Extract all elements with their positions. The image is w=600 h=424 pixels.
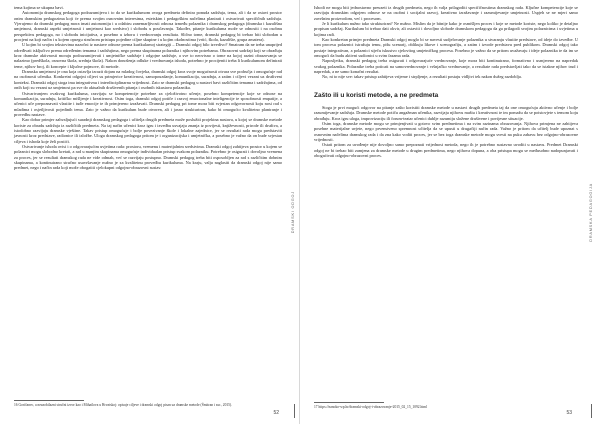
side-marker <box>591 404 592 418</box>
footnote: 16 Goričanec, a nezaobilazni stručni izvor kao i Mihailova u Hrvatskoj: opisuje ciljeve i dramski odgoj pisan uz dramske metode (Šmitran i sur., 2015). <box>14 403 233 407</box>
paragraph: Kao konkretan primjer predmeta Dramski odgoj moglo bi se navesti sudjelovanje polaznika u stvaranju vlastite predstave, od ideje do izvedbe. U tom procesu polaznici istražuju temu, pišu scenarij, oblikuju likove i scenografiju, a zatim i izvode predstavu pred publikom. Dramski odgoj tako postaje integrativan, a polaznici stječu iskustvo cjelovitog umjetničkog procesa. Posebno je važno da se pritom uvažavaju i ideje polaznika te da im se omogući da budu aktivni sudionici u svim fazama rada. <box>314 37 578 59</box>
page-number: 52 <box>273 410 279 416</box>
paragraph: Dramska umjetnost je ona koja ostavlja izrazit dojam na mladog čovjeka, dramski odgoj kroz svoje mogućnosti otvara sve područja i omogućuje rad na osobnosti učenika. Konkretni odgojni ciljevi su primjerice kreativnost, samopouzdanje, komunikacija, suradnja, a zatim i ciljevi vezani uz društveni kontekst. Dramski odgoj stoga ima integrativnu i interdisciplinarnu vrijednost. Zato se dramski pedagog u nastavi bavi različitim temama i sadržajima, od onih koji su vezani uz umjetnost pa sve do aktualnih društvenih pitanja i osobnih iskustava polaznika. <box>14 69 282 91</box>
right-body-text-continued <box>314 105 578 158</box>
side-running-label: DRAMSKA PEDAGOGIJA <box>589 182 593 242</box>
side-running-label: DRAMSKI ODGOJ <box>291 190 295 234</box>
page-number: 53 <box>566 410 572 416</box>
paragraph: Ostati pritom za uvođenje nije dovoljno samo prepoznati vrijednost metoda, nego ih je potrebno sustavno uvoditi u nastavu. Predmet Dramski odgoj ne bi trebao biti zamjena za dramske metode u drugim predmetima, nego njihova dopuna, a oba pristupa mogu se međusobno nadopunjavati i obogaćivati odgojno-obrazovni proces. <box>314 142 578 158</box>
paragraph: Stoga je prvi mogući odgovor na pitanje zašto koristiti dramske metode u nastavi drugih predmeta taj da one omogućuju aktivno učenje i bolje razumijevanje sadržaja. Dramske metode potiču angažman učenika, razvijaju njihovu maštu i kreativnost te im pomažu da se poistovjete s temom koju obrađuju. Kroz igru uloga, improvizaciju ili forum-teatar učenici dublje razumiju složene društvene i povijesne situacije. <box>314 104 578 121</box>
paragraph: tema kojima se ukupna bavi. <box>14 5 64 10</box>
paragraph: Ostvarivanjem ovakvog kurikuluma, razvijaju se kompetencije potrebne za cjeloživotno učenje, posebno kompetencije koje se odnose na komunikaciju, suradnju, kritičko mišljenje i kreativnost. Osim toga, dramski odgoj potiče i razvoj emocionalne inteligencije te sposobnosti empatije, a učenici uče prepoznavati vlastite i tuđe emocije te ih primjereno izražavati. Dramski pedagog pri tome mora biti svjestan odgovornosti koju nosi rad s mladima i osjetljivosti pojedinih tema. Zato je važno da kurikulum bude otvoren, ali i jasno strukturiran, kako bi omogućio kvalitetno planiranje i provedbu nastave. <box>14 90 282 117</box>
left-body-text <box>14 5 282 171</box>
side-marker <box>294 404 295 418</box>
paragraph: No, ni to nije sve: takav pristup zahtijeva vrijeme i strpljenje, a rezultati postaju vidljivi tek nakon dužeg razdoblja. <box>322 74 522 80</box>
section-heading: Zašto ili u koristi metode, a ne predmeta <box>314 91 439 99</box>
paragraph: Ostvarivanje ishoda ovisi i o odgovarajućim uvjetima rada: prostoru, vremenu i materijalnim sredstvima. Dramski odgoj zahtijeva prostor u kojem se polaznici mogu slobodno kretati, a rad u manjim skupinama omogućuje individualan pristup svakom polazniku. Potrebno je osigurati i dovoljno vremena za proces, jer se rezultati dramskog rada ne vide odmah, već se razvijaju postupno. Dramski pedagog treba biti osposobljen za rad s različitim dobnim skupinama, a kontinuirano stručno usavršavanje nužno je za kvalitetnu provedbu kurikuluma. Na kraju, valja naglasiti da dramski odgoj nije samo predmet, nego i način rada koji može obogatiti cjelokupni odgojno-obrazovni sustav. <box>14 143 282 171</box>
paragraph: Osim toga, dramske metode mogu se primjenjivati u gotovo svim predmetima i na svim razinama obrazovanja. Njihova primjena ne zahtijeva posebne materijalne uvjete, nego prvenstveno spremnost učitelja da se upusti u drugačiji način rada. Važno je pritom da učitelj bude upoznat s osnovnim načelima dramskog rada i da zna kako voditi proces, jer se bez toga dramske metode mogu svesti na puku zabavu bez odgojno-obrazovne vrijednosti. <box>314 120 578 142</box>
paragraph: Kao dobar primjer zahvaljujući suradnji dramskog pedagoga i učitelja drugih predmeta može poslužiti projektna nastava, u kojoj se dramske metode koriste za obradu sadržaja iz različitih predmeta. Na taj način učenici kroz igru i izvedbu usvajaju znanja iz povijesti, književnosti, prirode ili društva, a istodobno razvijaju dramske vještine. Takav pristup omogućuje i bolje povezivanje škole i lokalne zajednice, jer se rezultati rada mogu predstaviti javnosti kroz predstave, radionice ili izložbe. Uloga dramskog pedagoga pritom je i organizacijska i umjetnička, a posebno je važno da on bude svjestan ciljeva i ishoda koje želi postići. <box>14 117 282 144</box>
paragraph: Je li kurikulum nužno tako strukturiran? Ne nužno. Mislim da je bitnije kako je osmišljen proces i koje se metode koriste, nego koliko je detaljno propisan sadržaj. Kurikulum bi trebao dati okvir, ali ostaviti i dovoljno slobode dramskom pedagogu da ga prilagodi svojim polaznicima i uvjetima u kojima radi. <box>314 21 578 37</box>
paragraph: U kojim bi svojim tekstovima nazočni iz nastave odnose prema kurikularnoj strategiji – Dramski odgoj bilo izvedivo? Smatram da ne treba unaprijed određivati isključivo prema određenim temama i sadržajima, nego prema skupinama polaznika i njihovim potrebama. Obrazovni sadržaji koji se obrađuju kroz dramske aktivnosti moraju podrazumijevati i umjetničke sadržaje i odgojne sadržaje, a sve to neovisno o tome na kojoj razini obrazovanja se nalazimo (predškola, osnovna škola, srednja škola). Nakon donošenja odluke i vrednovanja ishoda, potrebno je procijeniti treba li kurikulumom definirati teme, njihov broj, ili koncepte i ključne pojmove, ili metode. <box>14 42 282 69</box>
footnote-divider <box>314 402 384 403</box>
paragraph: Ishodi ne mogu biti jednostavno preuzeti iz drugih predmeta, nego ih valja prilagoditi specifičnostima dramskog rada. Ključne kompetencije koje se razvijaju dramskim odgojem odnose se na osobni i socijalni razvoj, kreativno izražavanje i razumijevanje umjetnosti. Uspjeh se ne mjeri samo završnim proizvodom, već i procesom. <box>314 5 578 21</box>
footnote: 17 https://nanoko-wp.hr/dramski-odgoj-i-obrazovanje-2015_02_15_1092.html <box>314 405 428 409</box>
paragraph: Naposljetku, dramski pedagog treba osigurati i odgovarajuće vrednovanje, koje mora biti kontinuirano, formativno i usmjereno na napredak svakog polaznika. Polaznike treba poticati na samovrednovanje i vršnjačko vrednovanje, a rezultate rada predstavljati tako da se istakne njihov trud i napredak, a ne samo konačni rezultat. <box>314 58 578 75</box>
footnote-divider <box>14 400 84 401</box>
paragraph: Autonomija dramskog pedagoga podrazumijeva i to da se kurikulumom ovoga predmeta definira ponuda sadržaja, tema, ali i da se ostavi prostor onim dramskim pedagozima koji će prema svojim osnovnim interesima, estetskim i pedagoškim načelima planirati i ostvarivati specifičnih sadržaja. Vjerujemo da dramski pedagog mora imati autonomiju i u odabiru zanemarljivosti odnosa između polaznika i dramskog pedagoga (dramska i kazališna umjetnost, dramski aspekt umjetnosti i umjetnost kao sredstvo) i slobodu u poučavanju. Također, pitanje kurikuluma može se odnositi i na osobnu perspektivu pedagoga, no i slobodu inicijativa, a posebno u izboru i vrednovanju rezultata. Slično tome, dramski pedagog bi trebao biti slobodan u procjeni na koji način i u kojem opsegu stručnom pristupu pojedine ciljne skupine i u kojim okolnostima (vrtić, škola, kazalište, grupa amatera). <box>14 10 282 43</box>
right-page <box>300 0 600 424</box>
right-body-text <box>314 5 578 80</box>
